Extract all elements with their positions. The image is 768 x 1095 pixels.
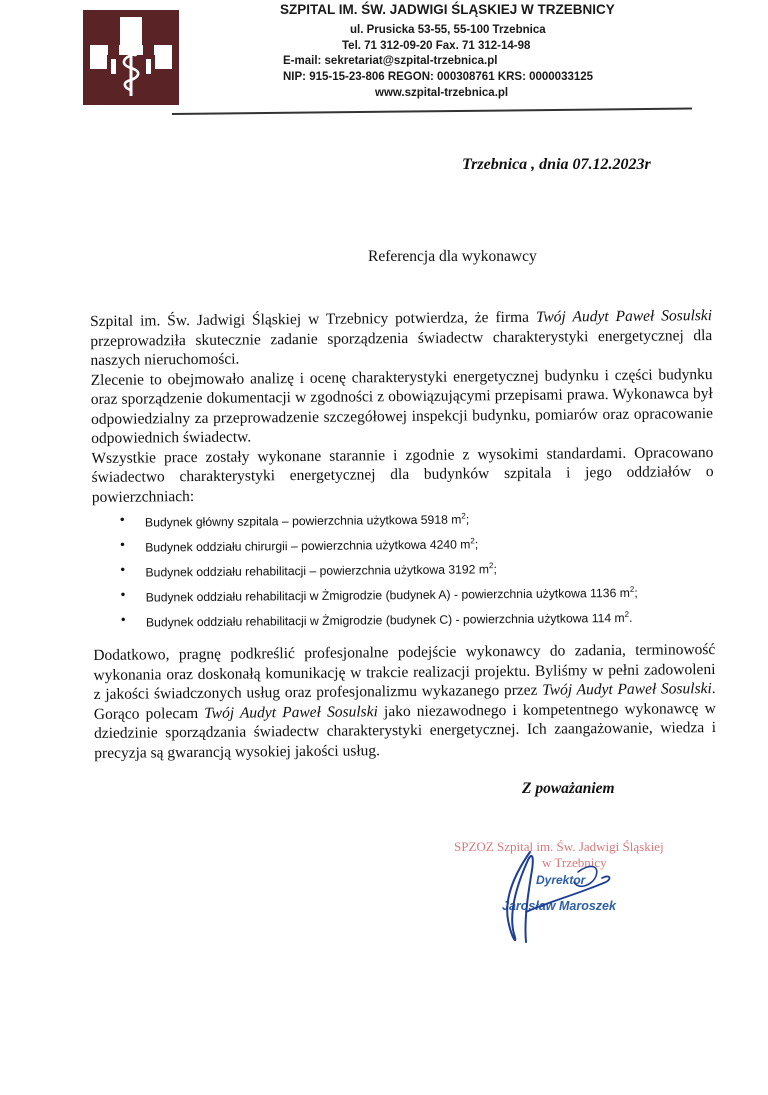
- date-line: Trzebnica , dnia 07.12.2023r: [462, 156, 651, 173]
- paragraph-results: Wszystkie prace zostały wykonane starannie i zgodnie z wysokimi standardami. Opracowano świadectwo charakterystyki energetycznej dla budynków szpitala i jego oddziałów o powierzchniach:: [91, 443, 714, 506]
- buildings-list: [92, 503, 715, 634]
- stamp-role: Dyrektor: [536, 873, 586, 887]
- hospital-website: www.szpital-trzebnica.pl: [375, 87, 509, 99]
- company-name: Twój Audyt Paweł Sosulski: [204, 703, 378, 722]
- paragraph-recommendation: Dodatkowo, pragnę podkreślić profesjonalne podejście wykonawcy do zadania, terminowość wykonania oraz doskonałą komunikację w trakcie realizacji projektu. Byliśmy w pełni zadowoleni z jakości świadczonych usług oraz profesjonalizmu wykazanego przez Twój Audyt Paweł Sosulski. Gorąco polecam Twój Audyt Paweł Sosulski jako niezawodnego i kompetentnego wykonawcę w dziedzinie sporządzania świadectw charakterystyki energetycznej. Ich zaangażowanie, wiedza i precyzja są gwarancją wysokiej jakości usług.: [93, 641, 717, 762]
- list-item: • Budynek oddziału rehabilitacji w Żmigrodzie (budynek C) - powierzchnia użytkowa 114 $m^2$.: [93, 603, 715, 634]
- company-name: Twój Audyt Paweł Sosulski: [535, 307, 713, 326]
- letter-subject: Referencja dla wykonawcy: [368, 248, 537, 265]
- hospital-logo: [83, 10, 179, 105]
- hospital-email: E-mail: sekretariat@szpital-trzebnica.pl: [283, 55, 498, 67]
- hospital-registry-ids: NIP: 915-15-23-806 REGON: 000308761 KRS: 0000033125: [283, 71, 594, 83]
- paragraph-intro: Szpital im. Św. Jadwigi Śląskiej w Trzebnicy potwierdza, że firma Twój Audyt Paweł Sosulski przeprowadziła skutecznie zadanie sporządzenia świadectw charakterystyki energetycznej dla naszych nieruchomości.: [90, 307, 713, 369]
- list-item: • Budynek oddziału rehabilitacji w Żmigrodzie (budynek A) - powierzchnia użytkowa 1136 $m^2$;: [93, 578, 715, 609]
- handwritten-signature: [478, 842, 628, 950]
- hospital-address: ul. Prusicka 53-55, 55-100 Trzebnica: [350, 24, 546, 36]
- hospital-phone: Tel. 71 312-09-20 Fax. 71 312-14-98: [342, 40, 531, 52]
- paragraph-scope: Zlecenie to obejmowało analizę i ocenę charakterystyki energetycznej budynku i części budynku oraz sporządzenie dokumentacji w zgodności z obowiązującymi przepisami prawa. Wykonawca był odpowiedzialny za przeprowadzenie szczegółowej inspekcji budynku, pomiarów oraz opracowanie odpowiednich świadectw.: [90, 365, 714, 447]
- list-item: • Budynek oddziału chirurgii – powierzchnia użytkowa 4240 $m^2$;: [92, 528, 714, 559]
- stamp-location: w Trzebnicy: [542, 855, 607, 870]
- closing-phrase: Z poważaniem: [522, 780, 615, 797]
- stamp-name: Jarosław Maroszek: [502, 899, 616, 913]
- list-item: • Budynek główny szpitala – powierzchnia użytkowa 5918 $m^2$;: [92, 503, 714, 534]
- list-item: • Budynek oddziału rehabilitacji – powierzchnia użytkowa 3192 $m^2$;: [92, 553, 714, 584]
- header-divider: [172, 108, 692, 115]
- company-name: Twój Audyt Paweł Sosulski: [542, 680, 712, 699]
- stamp-institution: SPZOZ Szpital im. Św. Jadwigi Śląskiej: [454, 839, 664, 854]
- letter-body: [90, 306, 716, 763]
- hospital-name: SZPITAL IM. ŚW. JADWIGI ŚLĄSKIEJ W TRZEBNICY: [280, 2, 615, 17]
